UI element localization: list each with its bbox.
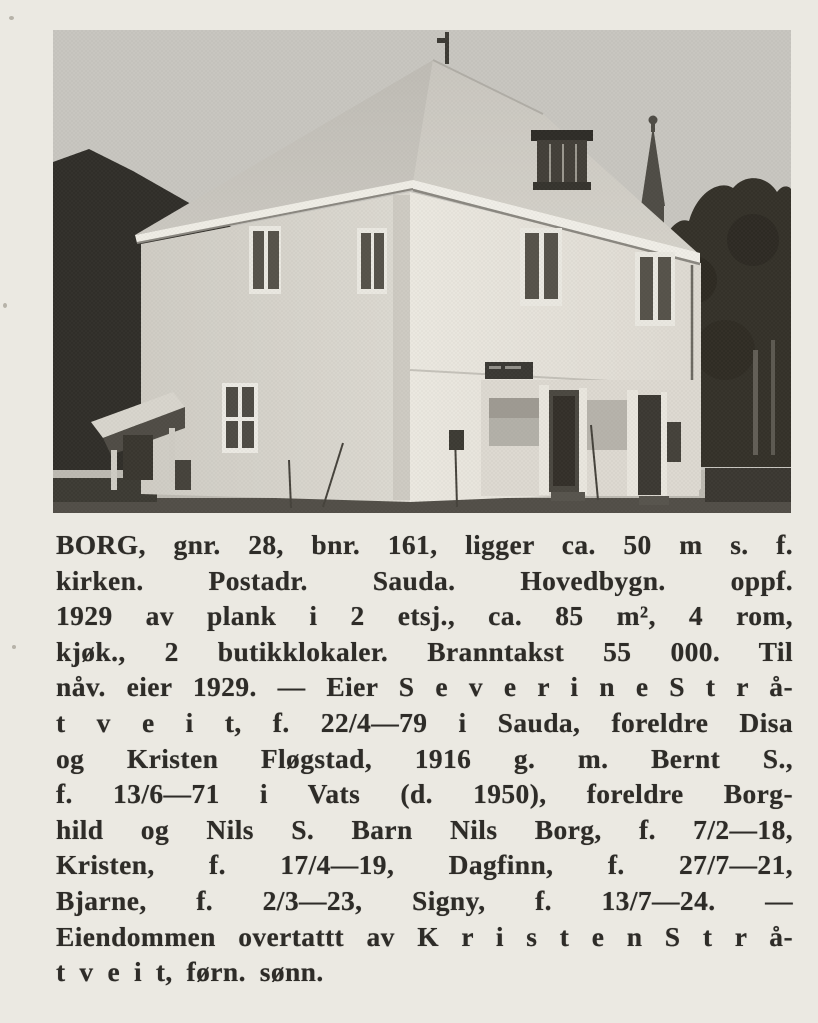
halftone-texture xyxy=(53,30,791,513)
text-line: 1929 av plank i 2 etsj., ca. 85 m², 4 rom, xyxy=(56,600,793,632)
text-line: Bjarne, f. 2/3—23, Signy, f. 13/7—24. — xyxy=(56,884,793,916)
text-line: kjøk., 2 butikklokaler. Branntakst 55 000. Til xyxy=(56,635,793,667)
text-line: Eiendommen overtattt av K r i s t e n S t r å- xyxy=(56,920,793,952)
text-line: og Kristen Fløgstad, 1916 g. m. Bernt S., xyxy=(56,742,793,774)
paper-speck xyxy=(3,303,7,308)
paper-speck xyxy=(12,645,16,649)
text-line: nåv. eier 1929. — Eier S e v e r i n e S t r å- xyxy=(56,671,793,703)
text-line: f. 13/6—71 i Vats (d. 1950), foreldre Borg- xyxy=(56,778,793,810)
paper-speck xyxy=(9,16,14,20)
property-photo xyxy=(53,30,791,513)
text-line: hild og Nils S. Barn Nils Borg, f. 7/2—18, xyxy=(56,813,793,845)
text-line: BORG, gnr. 28, bnr. 161, ligger ca. 50 m s. f. xyxy=(56,529,793,560)
text-line: t v e i t, førn. sønn. xyxy=(56,956,324,988)
text-line: Kristen, f. 17/4—19, Dagfinn, f. 27/7—21, xyxy=(56,849,793,881)
photo-drawing xyxy=(53,30,791,513)
text-line: kirken. Postadr. Sauda. Hovedbygn. oppf. xyxy=(56,564,793,596)
text-line: t v e i t, f. 22/4—79 i Sauda, foreldre Disa xyxy=(56,706,793,738)
property-description xyxy=(56,527,793,990)
